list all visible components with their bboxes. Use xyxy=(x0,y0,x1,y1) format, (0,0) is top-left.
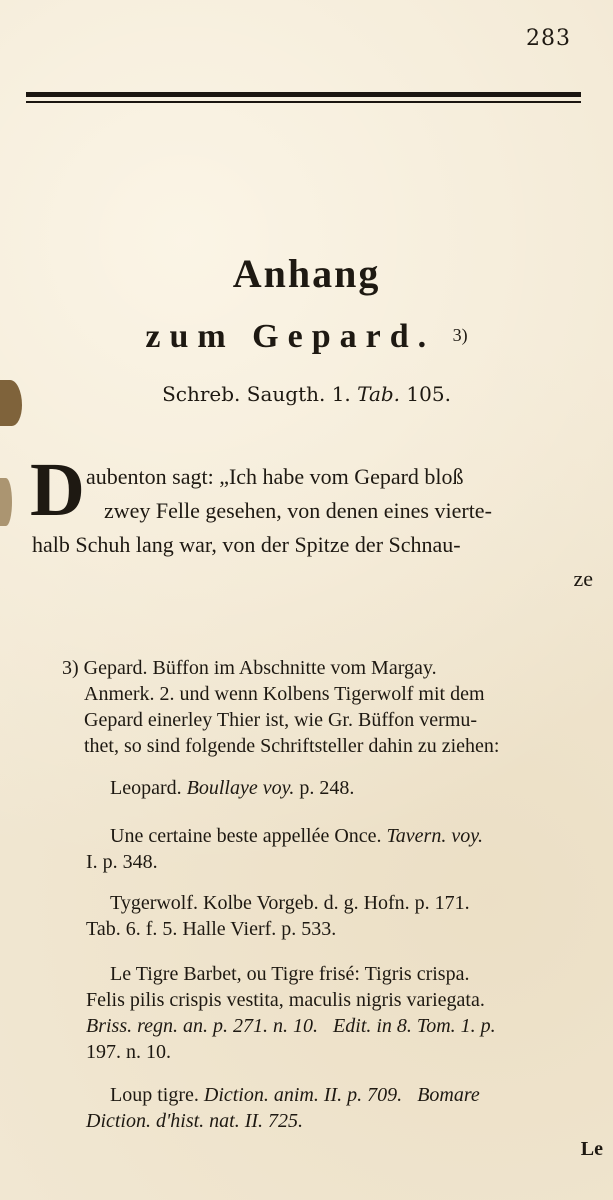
chapter-subtitle-text: zum Gepard. xyxy=(145,318,436,355)
body-line-1: aubenton sagt: „Ich habe vom Gepard bloß xyxy=(86,464,464,489)
entry-loup-tigre-source: Diction. anim. II. p. 709. xyxy=(203,1084,403,1106)
footnote-entry-tigre-barbet: Le Tigre Barbet, ou Tigre frisé: Tigris crispa. xyxy=(110,963,470,985)
source-reference-number: 105. xyxy=(406,382,451,406)
entry-brisson-edition: Edit. in 8. Tom. 1. p. xyxy=(333,1015,496,1037)
entry-once-source: Tavern. voy. xyxy=(386,825,483,847)
footnote-entry-tygerwolf-2: Tab. 6. f. 5. Halle Vierf. p. 533. xyxy=(86,918,337,940)
chapter-subtitle xyxy=(0,318,613,356)
footnote-entry-once-page: I. p. 348. xyxy=(86,851,158,873)
footnote-entry-tigre-barbet-4: 197. n. 10. xyxy=(86,1041,171,1063)
footnote-reference: 3) xyxy=(452,325,468,345)
footnote-entry-loup-tigre-2 xyxy=(86,1108,303,1134)
source-reference-tab: Tab. xyxy=(357,382,401,406)
header-rule-thin xyxy=(26,101,581,103)
footnote-line-2: Anmerk. 2. und wenn Kolbens Tigerwolf mit dem xyxy=(84,683,485,705)
footnote-entry-loup-tigre xyxy=(110,1082,480,1108)
footnote-line-1: 3) Gepard. Büffon im Abschnitte vom Margay. xyxy=(62,657,437,679)
footnote-line-4: thet, so sind folgende Schriftsteller dahin zu ziehen: xyxy=(84,735,500,757)
source-reference-part1: Schreb. Saugth. 1. xyxy=(162,382,351,406)
footnote-entry-once xyxy=(110,823,483,849)
entry-brisson-source: Briss. regn. an. p. 271. n. 10. xyxy=(86,1015,319,1037)
body-line-3: halb Schuh lang war, von der Spitze der Schnau- xyxy=(32,532,461,557)
footnote-entry-leopard xyxy=(110,775,354,801)
page-number: 283 xyxy=(526,26,571,51)
source-reference xyxy=(0,382,613,406)
entry-loup-tigre-name: Loup tigre. xyxy=(110,1084,199,1106)
body-catchword: ze xyxy=(573,566,593,591)
chapter-title: Anhang xyxy=(232,251,381,296)
drop-cap: D xyxy=(30,448,85,532)
footnote-entry-tigre-barbet-2: Felis pilis crispis vestita, maculis nigris variegata. xyxy=(86,989,485,1011)
entry-bomare-source: Diction. d'hist. nat. II. 725. xyxy=(86,1110,304,1132)
header-rule-thick xyxy=(26,92,581,97)
entry-leopard-source: Boullaye voy. xyxy=(186,777,295,799)
entry-leopard-name: Leopard. xyxy=(110,777,182,799)
entry-leopard-page: p. 248. xyxy=(299,777,355,799)
footnote-entry-tigre-barbet-3 xyxy=(86,1013,496,1039)
page-catchword: Le xyxy=(580,1138,603,1160)
footnote-entry-tygerwolf: Tygerwolf. Kolbe Vorgeb. d. g. Hofn. p. 171. xyxy=(110,892,470,914)
entry-once-name: Une certaine beste appellée Once. xyxy=(110,825,382,847)
footnote-line-3: Gepard einerley Thier ist, wie Gr. Büffon vermu- xyxy=(84,709,478,731)
entry-bomare: Bomare xyxy=(417,1084,480,1106)
body-line-2: zwey Felle gesehen, von denen eines vierte- xyxy=(104,498,492,523)
ink-stain-lower xyxy=(0,478,12,526)
